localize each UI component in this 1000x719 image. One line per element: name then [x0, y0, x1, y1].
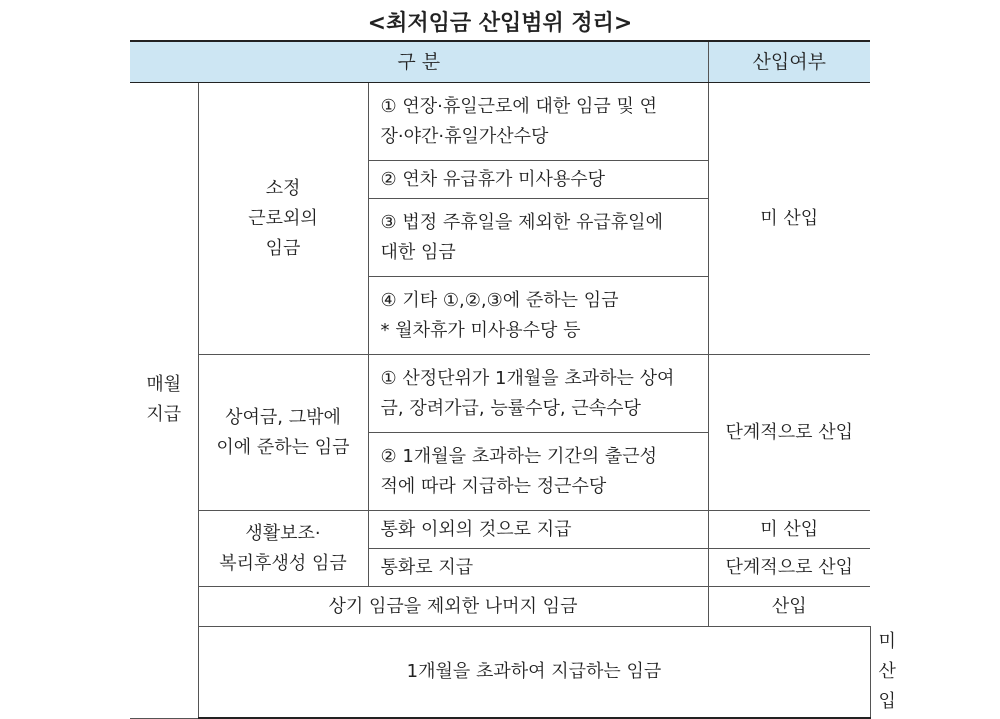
overtime-item-1: ① 연장·휴일근로에 대한 임금 및 연 장·야간·휴일가산수당	[368, 83, 708, 161]
welfare-item-2: 통화로 지급	[368, 549, 708, 587]
min-wage-scope-table: 구 분 산입여부 매월 지급 소정 근로외의 임금 ① 연장·휴일근로에 대한 임금 및 연 장·야간·휴일가산수당 미 산입 ② 연차 유급휴가 미사용수당 ③ 법정 주휴일을 제외한 유급휴일에 대한 임금 ④ 기타 ①,②,③에 준하는 임금 * 월차휴가 미사용수당 등 상여금, 그밖에 이에 준하는 임금 ① 산정단위가 1개월을 초과하는 상여 금, 장려가급, 능률수당, 근속수당 단계적으로 산입 ② 1개월을 초과하는 기간의 출근성 적에 따라 지급하는 정근수당 생활보조· 복리후생성 임금 통화 이외의 것으로 지급 미 산입 통화로 지급 단계적으로 산입 상기 임금을 제외한 나머지 임금 산입 1개월을 초과하여 지급하는 임금 미 산입	[130, 40, 870, 719]
bonus-item-2: ② 1개월을 초과하는 기간의 출근성 적에 따라 지급하는 정근수당	[368, 433, 708, 511]
welfare-inclusion-2: 단계적으로 산입	[708, 549, 870, 587]
bonus-item-1: ① 산정단위가 1개월을 초과하는 상여 금, 장려가급, 능률수당, 근속수당	[368, 355, 708, 433]
other-inclusion: 산입	[708, 587, 870, 627]
header-inclusion: 산입여부	[708, 41, 870, 83]
monthly-label: 매월 지급	[130, 83, 198, 719]
welfare-inclusion-1: 미 산입	[708, 511, 870, 549]
overtime-item-2: ② 연차 유급휴가 미사용수당	[368, 161, 708, 199]
document-title: <최저임금 산입범위 정리>	[367, 11, 633, 36]
over-month-label: 1개월을 초과하여 지급하는 임금	[198, 627, 870, 719]
header-category: 구 분	[130, 41, 708, 83]
welfare-label: 생활보조· 복리후생성 임금	[198, 511, 368, 587]
welfare-item-1: 통화 이외의 것으로 지급	[368, 511, 708, 549]
bonus-label: 상여금, 그밖에 이에 준하는 임금	[198, 355, 368, 511]
overtime-inclusion: 미 산입	[708, 83, 870, 355]
overtime-label: 소정 근로외의 임금	[198, 83, 368, 355]
overtime-item-4: ④ 기타 ①,②,③에 준하는 임금 * 월차휴가 미사용수당 등	[368, 277, 708, 355]
bonus-inclusion: 단계적으로 산입	[708, 355, 870, 511]
other-label: 상기 임금을 제외한 나머지 임금	[198, 587, 708, 627]
overtime-item-3: ③ 법정 주휴일을 제외한 유급휴일에 대한 임금	[368, 199, 708, 277]
